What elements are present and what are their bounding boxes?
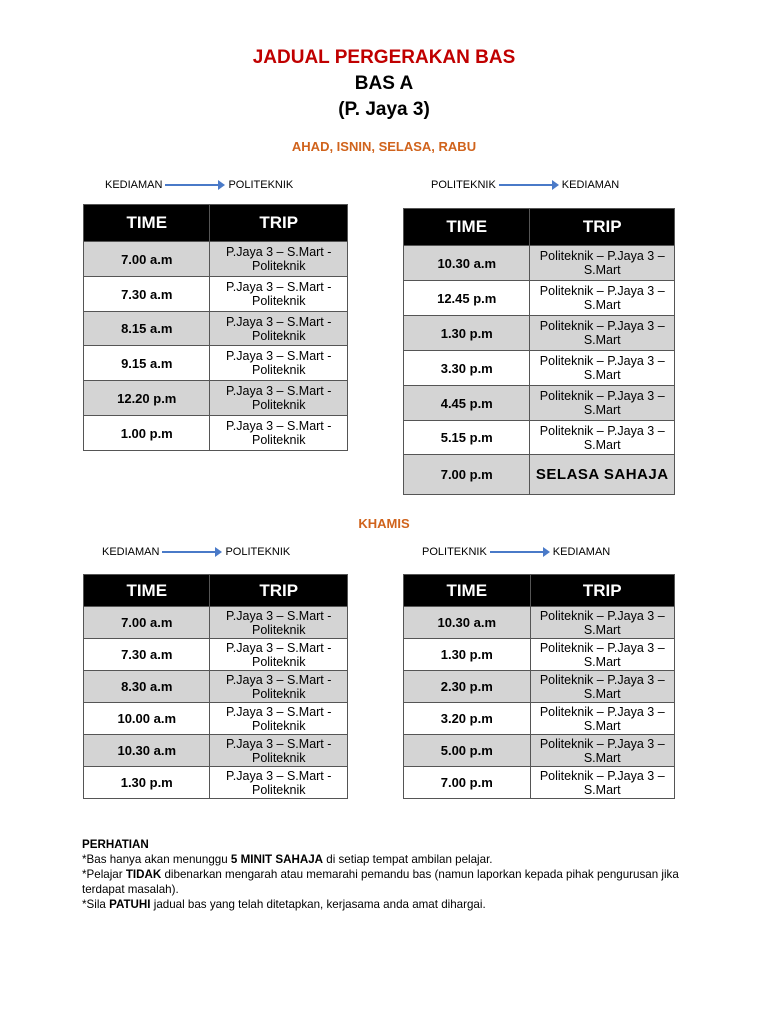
time-cell: 7.00 a.m <box>84 607 210 639</box>
route-label-outbound-2 <box>102 546 290 558</box>
note-text: *Sila <box>82 898 110 911</box>
time-cell: 7.00 p.m <box>404 767 531 799</box>
arrow-right-icon <box>499 180 559 190</box>
trip-cell: Politeknik – P.Jaya 3 – S.Mart <box>530 703 675 735</box>
trip-cell: Politeknik – P.Jaya 3 – S.Mart <box>530 351 675 386</box>
trip-cell: Politeknik – P.Jaya 3 – S.Mart <box>530 281 675 316</box>
time-cell: 9.15 a.m <box>84 346 210 381</box>
time-cell: 1.30 p.m <box>404 639 531 671</box>
note-text: di setiap tempat ambilan pelajar. <box>323 853 493 866</box>
note-emphasis: PATUHI <box>109 898 151 911</box>
time-cell: 12.45 p.m <box>404 281 530 316</box>
trip-cell-special: SELASA SAHAJA <box>530 455 675 495</box>
column-header-time: TIME <box>404 209 530 246</box>
table-row <box>404 281 675 316</box>
arrow-right-icon <box>162 547 222 557</box>
note-text: *Bas hanya akan menunggu <box>82 853 231 866</box>
table-row <box>84 312 348 346</box>
time-cell: 8.15 a.m <box>84 312 210 346</box>
time-cell: 7.30 a.m <box>84 639 210 671</box>
table-row <box>404 421 675 455</box>
trip-cell: Politeknik – P.Jaya 3 – S.Mart <box>530 671 675 703</box>
bus-location: (P. Jaya 3) <box>338 99 430 120</box>
route-label-outbound-1 <box>105 179 293 191</box>
table-row <box>404 639 675 671</box>
time-cell: 4.45 p.m <box>404 386 530 421</box>
route-to: KEDIAMAN <box>561 179 620 191</box>
trip-cell: Politeknik – P.Jaya 3 – S.Mart <box>530 735 675 767</box>
route-to: POLITEKNIK <box>225 546 291 558</box>
note-text: dibenarkan mengarah atau memarahi pemandu bas (namun laporkan kepada pihak pengurusan jika terdapat masalah). <box>82 868 679 896</box>
time-cell: 5.00 p.m <box>404 735 531 767</box>
route-from: KEDIAMAN <box>102 546 160 558</box>
schedule-table-outbound-1 <box>83 204 348 451</box>
time-cell: 3.30 p.m <box>404 351 530 386</box>
table-row <box>404 703 675 735</box>
table-row <box>84 607 348 639</box>
table-row <box>404 351 675 386</box>
table-row <box>404 767 675 799</box>
column-header-trip: TRIP <box>530 209 675 246</box>
trip-cell: P.Jaya 3 – S.Mart - Politeknik <box>210 277 348 312</box>
route-to: KEDIAMAN <box>552 546 611 558</box>
table-row <box>84 277 348 312</box>
time-cell: 2.30 p.m <box>404 671 531 703</box>
route-to: POLITEKNIK <box>228 179 294 191</box>
trip-cell: Politeknik – P.Jaya 3 – S.Mart <box>530 639 675 671</box>
table-row <box>84 242 348 277</box>
trip-cell: Politeknik – P.Jaya 3 – S.Mart <box>530 607 675 639</box>
trip-cell: P.Jaya 3 – S.Mart - Politeknik <box>210 242 348 277</box>
schedule-table-inbound-2 <box>403 574 675 799</box>
note-text: jadual bas yang telah ditetapkan, kerjasama anda amat dihargai. <box>150 898 486 911</box>
table-row <box>404 455 675 495</box>
trip-cell: Politeknik – P.Jaya 3 – S.Mart <box>530 767 675 799</box>
trip-cell: P.Jaya 3 – S.Mart - Politeknik <box>210 312 348 346</box>
route-label-inbound-2 <box>422 546 610 558</box>
route-from: POLITEKNIK <box>431 179 496 191</box>
trip-cell: Politeknik – P.Jaya 3 – S.Mart <box>530 246 675 281</box>
time-cell: 7.30 a.m <box>84 277 210 312</box>
column-header-time: TIME <box>84 205 210 242</box>
table-row <box>404 735 675 767</box>
time-cell: 10.30 a.m <box>404 607 531 639</box>
time-cell: 1.30 p.m <box>404 316 530 351</box>
schedule-table-outbound-2 <box>83 574 348 799</box>
trip-cell: P.Jaya 3 – S.Mart - Politeknik <box>210 703 348 735</box>
time-cell: 10.30 a.m <box>404 246 530 281</box>
note-line-2 <box>82 867 702 897</box>
time-cell: 5.15 p.m <box>404 421 530 455</box>
page-title: JADUAL PERGERAKAN BAS <box>252 47 516 68</box>
route-from: POLITEKNIK <box>422 546 487 558</box>
trip-cell: P.Jaya 3 – S.Mart - Politeknik <box>210 671 348 703</box>
notes-heading: PERHATIAN <box>82 838 149 851</box>
table-row <box>84 381 348 416</box>
arrow-right-icon <box>490 547 550 557</box>
column-header-trip: TRIP <box>210 205 348 242</box>
days-heading-1: AHAD, ISNIN, SELASA, RABU <box>291 139 477 154</box>
table-row <box>84 703 348 735</box>
notes-section <box>82 837 702 912</box>
table-row <box>404 246 675 281</box>
trip-cell: Politeknik – P.Jaya 3 – S.Mart <box>530 386 675 421</box>
time-cell: 12.20 p.m <box>84 381 210 416</box>
column-header-trip: TRIP <box>210 575 348 607</box>
trip-cell: Politeknik – P.Jaya 3 – S.Mart <box>530 316 675 351</box>
column-header-time: TIME <box>404 575 531 607</box>
time-cell: 7.00 p.m <box>404 455 530 495</box>
table-row <box>84 639 348 671</box>
table-row <box>84 416 348 451</box>
trip-cell: P.Jaya 3 – S.Mart - Politeknik <box>210 607 348 639</box>
table-row <box>84 671 348 703</box>
table-row <box>84 767 348 799</box>
time-cell: 8.30 a.m <box>84 671 210 703</box>
note-line-3 <box>82 897 702 912</box>
time-cell: 1.00 p.m <box>84 416 210 451</box>
trip-cell: P.Jaya 3 – S.Mart - Politeknik <box>210 767 348 799</box>
table-row <box>404 607 675 639</box>
note-line-1 <box>82 852 702 867</box>
time-cell: 1.30 p.m <box>84 767 210 799</box>
trip-cell: P.Jaya 3 – S.Mart - Politeknik <box>210 346 348 381</box>
route-from: KEDIAMAN <box>105 179 163 191</box>
column-header-time: TIME <box>84 575 210 607</box>
arrow-right-icon <box>165 180 225 190</box>
trip-cell: P.Jaya 3 – S.Mart - Politeknik <box>210 639 348 671</box>
note-emphasis: 5 MINIT SAHAJA <box>230 853 324 866</box>
note-emphasis: TIDAK <box>125 868 162 881</box>
table-row <box>404 671 675 703</box>
table-row <box>404 316 675 351</box>
time-cell: 3.20 p.m <box>404 703 531 735</box>
route-label-inbound-1 <box>431 179 619 191</box>
trip-cell: Politeknik – P.Jaya 3 – S.Mart <box>530 421 675 455</box>
column-header-trip: TRIP <box>530 575 675 607</box>
note-text: *Pelajar <box>82 868 126 881</box>
time-cell: 10.00 a.m <box>84 703 210 735</box>
table-row <box>404 386 675 421</box>
bus-name: BAS A <box>354 73 414 94</box>
trip-cell: P.Jaya 3 – S.Mart - Politeknik <box>210 381 348 416</box>
trip-cell: P.Jaya 3 – S.Mart - Politeknik <box>210 416 348 451</box>
schedule-table-inbound-1 <box>403 208 675 495</box>
time-cell: 10.30 a.m <box>84 735 210 767</box>
table-row <box>84 735 348 767</box>
trip-cell: P.Jaya 3 – S.Mart - Politeknik <box>210 735 348 767</box>
days-heading-2: KHAMIS <box>358 516 410 531</box>
time-cell: 7.00 a.m <box>84 242 210 277</box>
table-row <box>84 346 348 381</box>
